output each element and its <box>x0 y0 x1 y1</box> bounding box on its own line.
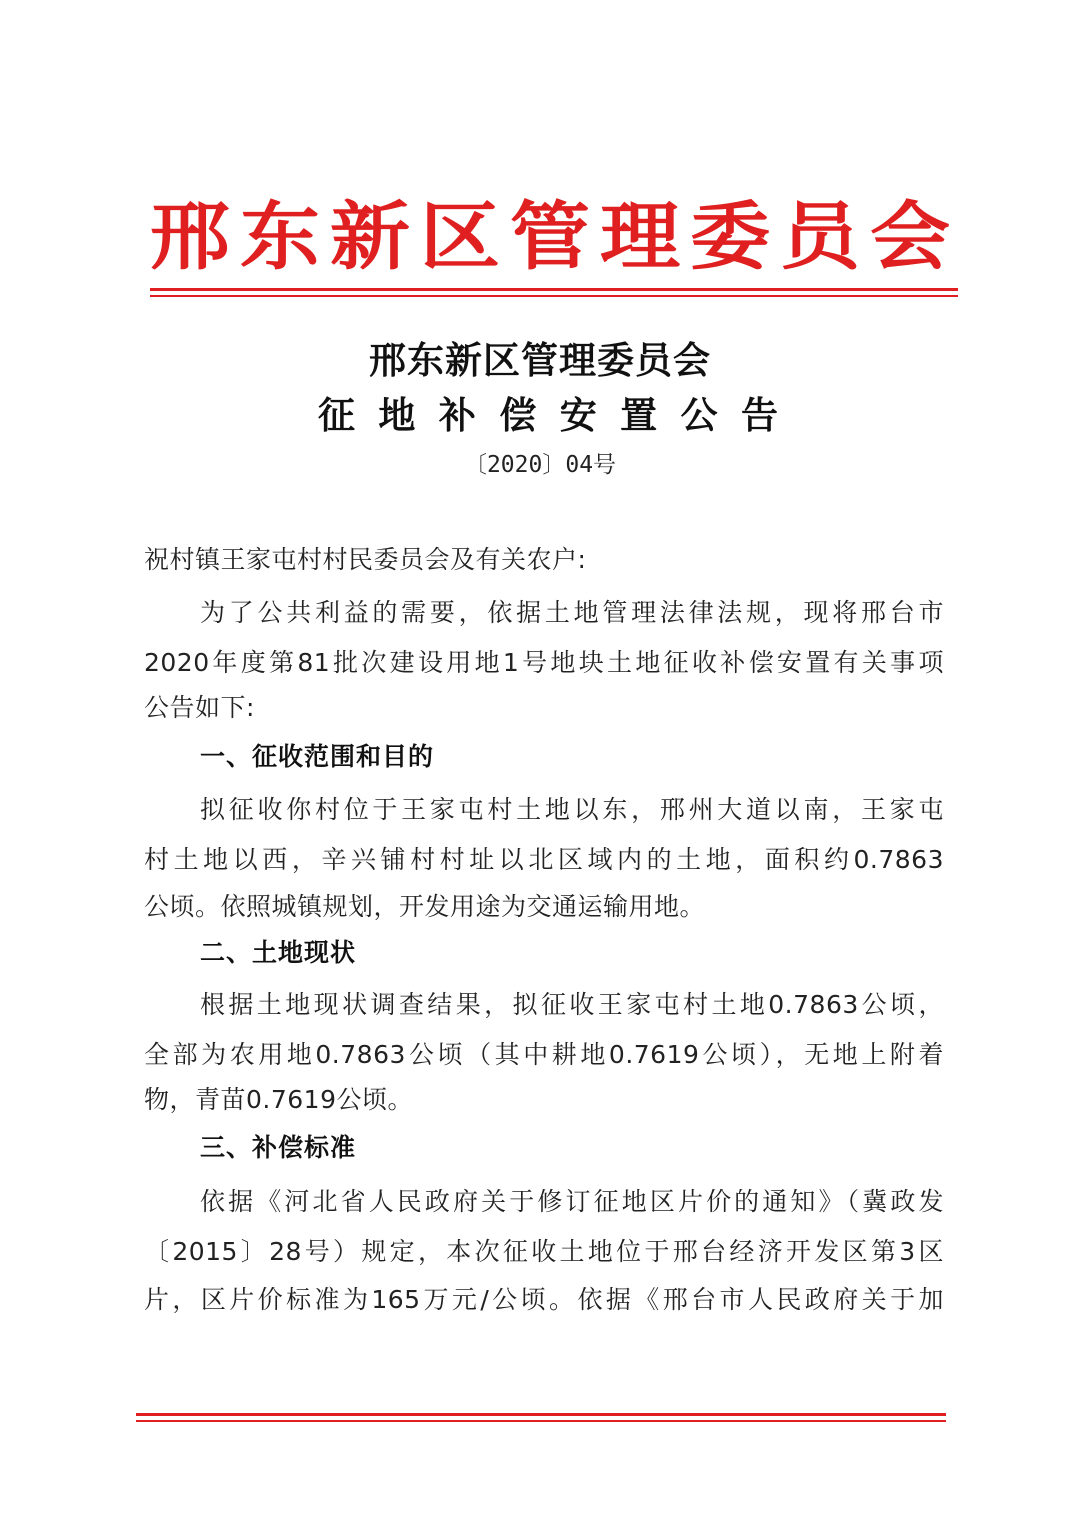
letterhead-char: 邢 <box>150 192 230 279</box>
paragraph-line: 拟征收你村位于王家屯村土地以东，邢州大道以南，王家屯 <box>200 795 944 824</box>
paragraph-line: 全部为农用地0.7863公顷（其中耕地0.7619公顷），无地上附着 <box>144 1040 944 1069</box>
letterhead-char: 东 <box>240 192 320 279</box>
paragraph-line: 为了公共利益的需要，依据土地管理法律法规，现将邢台市 <box>200 598 944 627</box>
title-char: 告 <box>740 393 778 437</box>
paragraph-line: 2020年度第81批次建设用地1号地块土地征收补偿安置有关事项 <box>144 648 944 677</box>
salutation: 祝村镇王家屯村村民委员会及有关农户: <box>144 545 587 574</box>
letterhead-divider <box>150 288 958 291</box>
letterhead-char: 委 <box>690 192 770 279</box>
title-char: 偿 <box>499 393 537 437</box>
letterhead-char: 员 <box>780 192 860 279</box>
paragraph-line: 物，青苗0.7619公顷。 <box>144 1085 413 1114</box>
letterhead-char: 会 <box>870 192 950 279</box>
paragraph-line: 根据土地现状调查结果，拟征收王家屯村土地0.7863公顷， <box>200 990 944 1019</box>
section-heading: 三、补偿标准 <box>200 1133 357 1162</box>
paragraph-line: 公顷。依照城镇规划，开发用途为交通运输用地。 <box>144 892 706 921</box>
letterhead-char: 区 <box>420 192 500 279</box>
title-char: 公 <box>680 393 718 437</box>
letterhead-char: 新 <box>330 192 410 279</box>
paragraph-line: 依据《河北省人民政府关于修订征地区片价的通知》（冀政发 <box>200 1187 944 1216</box>
letterhead-char: 管 <box>510 192 590 279</box>
document-number: 〔2020〕04号 <box>463 452 617 478</box>
title-char: 安 <box>559 393 597 437</box>
letterhead-title <box>150 188 950 283</box>
document-title-issuer: 邢东新区管理委员会 <box>369 338 711 382</box>
document-title <box>318 385 778 439</box>
title-char: 补 <box>438 393 476 437</box>
title-char: 征 <box>318 393 355 437</box>
footer-divider <box>136 1413 946 1416</box>
paragraph-line: 村土地以西，辛兴铺村村址以北区域内的土地，面积约0.7863 <box>144 845 944 874</box>
title-char: 置 <box>620 393 658 437</box>
paragraph-line: 片，区片价标准为165万元/公顷。依据《邢台市人民政府关于加 <box>144 1285 944 1314</box>
letterhead-divider <box>150 295 958 297</box>
title-char: 地 <box>378 393 416 437</box>
section-heading: 二、土地现状 <box>200 938 357 967</box>
paragraph-line: 〔2015〕28号）规定，本次征收土地位于邢台经济开发区第3区 <box>144 1237 944 1266</box>
section-heading: 一、征收范围和目的 <box>200 742 435 771</box>
paragraph-line: 公告如下: <box>144 693 255 722</box>
letterhead-char: 理 <box>600 192 680 279</box>
footer-divider <box>136 1420 946 1422</box>
